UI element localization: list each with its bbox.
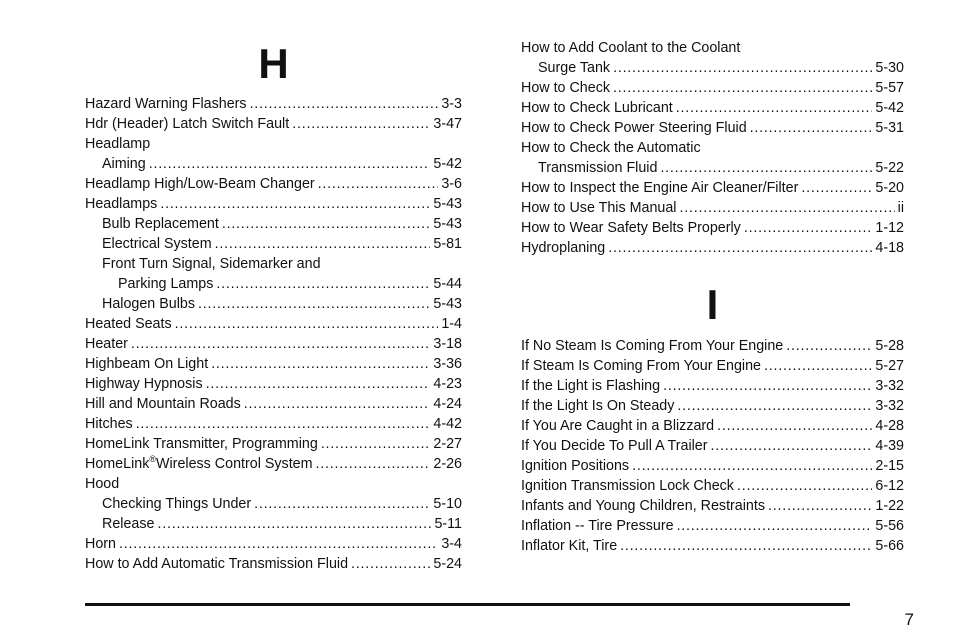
index-entry: HomeLink®Wireless Control System . . . 2-26 [85, 454, 462, 474]
index-entry: How to Wear Safety Belts Properly . . . 1-12 [521, 218, 904, 238]
index-entry: How to Check Power Steering Fluid . . . 5-31 [521, 118, 904, 138]
index-entry: Heater . . . 3-18 [85, 334, 462, 354]
index-entry: Ignition Positions . . . 2-15 [521, 456, 904, 476]
index-entry-heading: Hood [85, 476, 120, 492]
index-entry: If You Decide To Pull A Trailer . . . 4-39 [521, 436, 904, 456]
index-entry: Headlamp High/Low-Beam Changer . . . 3-6 [85, 174, 462, 194]
index-list-i [521, 336, 904, 556]
registered-mark: ® [149, 454, 157, 465]
index-entry: Highbeam On Light . . . 3-36 [85, 354, 462, 374]
index-entry: HomeLink Transmitter, Programming . . . 2-27 [85, 434, 462, 454]
index-entry: Inflation -- Tire Pressure . . . 5-56 [521, 516, 904, 536]
page-number: 7 [904, 610, 914, 629]
index-entry: Hazard Warning Flashers . . . 3-3 [85, 94, 462, 114]
index-entry: If No Steam Is Coming From Your Engine . . . 5-28 [521, 336, 904, 356]
index-subentry: Electrical System . . . 5-81 [85, 234, 462, 254]
index-subentry: Bulb Replacement . . . 5-43 [85, 214, 462, 234]
index-entry: Hydroplaning . . . 4-18 [521, 238, 904, 258]
footer-rule [85, 603, 850, 606]
index-subentry-heading: Front Turn Signal, Sidemarker and [102, 256, 321, 272]
section-letter-h: H [258, 40, 289, 87]
index-entry: How to Inspect the Engine Air Cleaner/Filter . . . 5-20 [521, 178, 904, 198]
index-entry: Inflator Kit, Tire . . . 5-66 [521, 536, 904, 556]
index-list-h [85, 94, 462, 574]
index-subentry: Surge Tank . . . 5-30 [521, 58, 904, 78]
index-entry: If You Are Caught in a Blizzard . . . 4-28 [521, 416, 904, 436]
index-subentry: Aiming . . . 5-42 [85, 154, 462, 174]
index-subentry: Checking Things Under . . . 5-10 [85, 494, 462, 514]
index-entry: If the Light Is On Steady . . . 3-32 [521, 396, 904, 416]
left-column [85, 0, 462, 574]
index-entry: Highway Hypnosis . . . 4-23 [85, 374, 462, 394]
index-entry: Infants and Young Children, Restraints . . . 1-22 [521, 496, 904, 516]
index-subentry: Parking Lamps . . . 5-44 [85, 274, 462, 294]
index-entry: If Steam Is Coming From Your Engine . . . 5-27 [521, 356, 904, 376]
index-subentry: Halogen Bulbs . . . 5-43 [85, 294, 462, 314]
index-subentry: Transmission Fluid . . . 5-22 [521, 158, 904, 178]
index-entry: Hdr (Header) Latch Switch Fault . . . 3-47 [85, 114, 462, 134]
index-entry-heading: How to Check the Automatic [521, 140, 701, 156]
right-column [521, 0, 904, 556]
index-entry: If the Light is Flashing . . . 3-32 [521, 376, 904, 396]
index-entry: How to Check Lubricant . . . 5-42 [521, 98, 904, 118]
index-entry: Hitches . . . 4-42 [85, 414, 462, 434]
section-letter-i: I [706, 281, 719, 328]
index-entry: How to Use This Manual . . . ii [521, 198, 904, 218]
index-entry: How to Add Automatic Transmission Fluid . . . 5-24 [85, 554, 462, 574]
index-entry: Heated Seats . . . 1-4 [85, 314, 462, 334]
index-entry: Headlamps . . . 5-43 [85, 194, 462, 214]
index-subentry: Release . . . 5-11 [85, 514, 462, 534]
index-entry: How to Check . . . 5-57 [521, 78, 904, 98]
index-entry: Ignition Transmission Lock Check . . . 6-12 [521, 476, 904, 496]
index-entry: Horn . . . 3-4 [85, 534, 462, 554]
index-entry-heading: Headlamp [85, 136, 151, 152]
index-list-h-continued [521, 38, 904, 258]
index-entry-heading: How to Add Coolant to the Coolant [521, 40, 741, 56]
index-entry: Hill and Mountain Roads . . . 4-24 [85, 394, 462, 414]
